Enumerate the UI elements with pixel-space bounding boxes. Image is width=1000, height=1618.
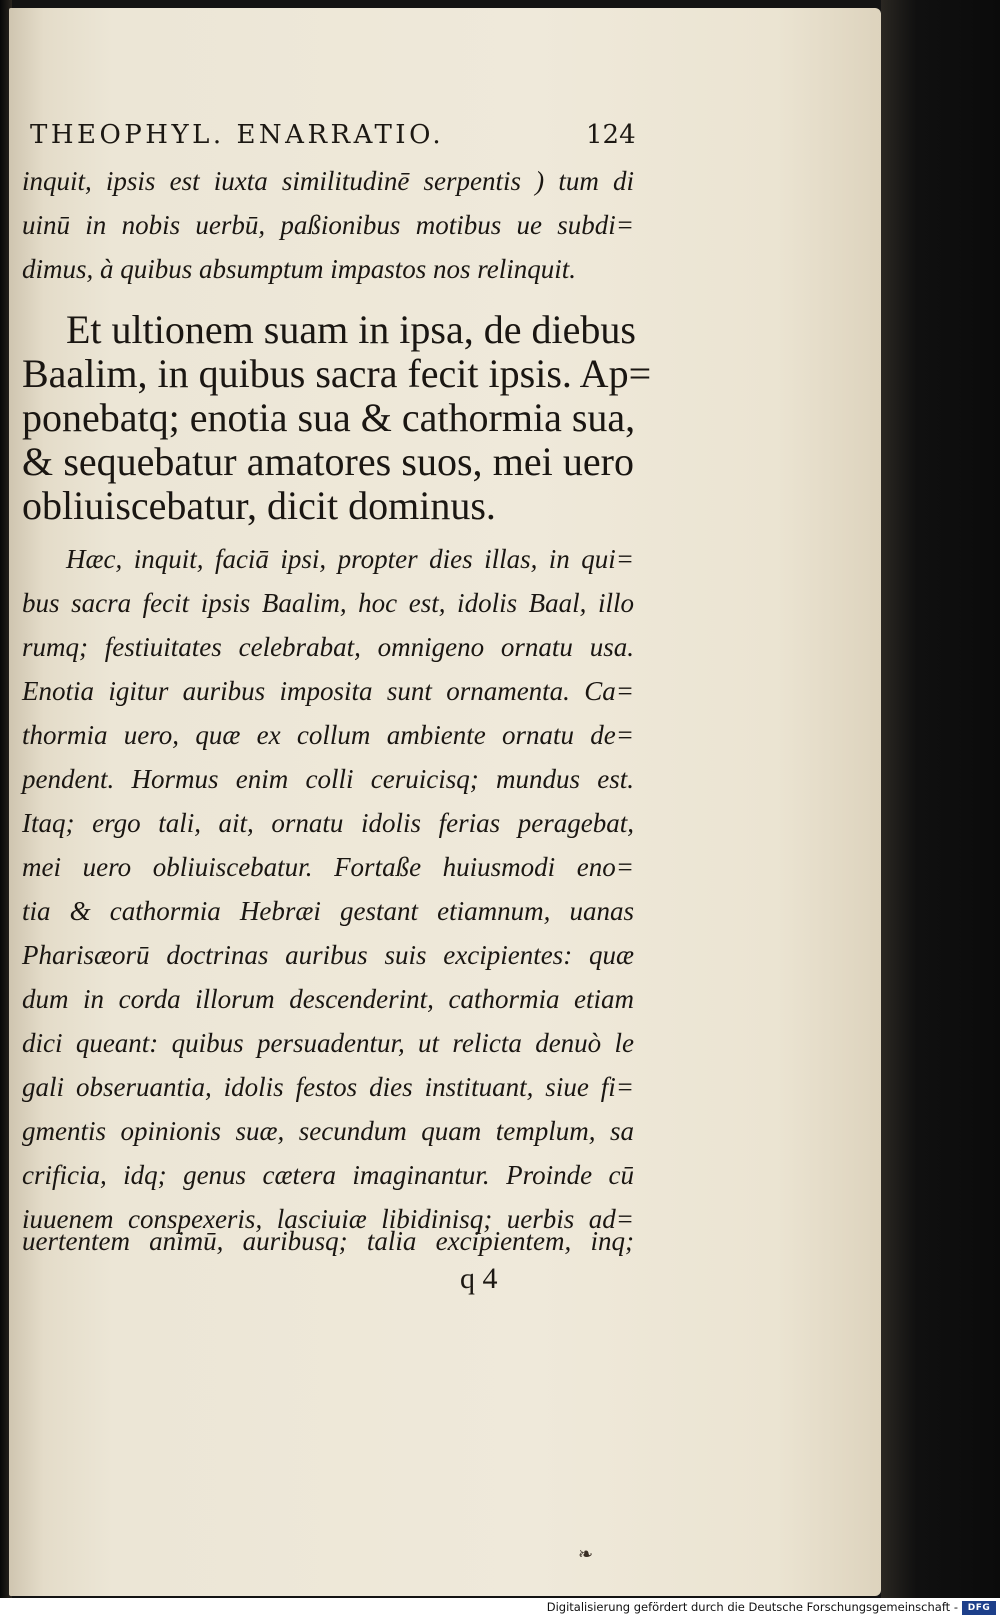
commentary-line: dici queant: quibus persuadentur, ut relicta denuò le <box>22 1028 634 1058</box>
commentary-line: dum in corda illorum descenderint, cathormia etiam <box>22 984 634 1014</box>
commentary-line: uinū in nobis uerbū, paßionibus motibus ue subdi= <box>22 210 634 240</box>
footer-bar <box>0 1598 1000 1618</box>
running-title: THEOPHYL. ENARRATIO. <box>30 120 445 150</box>
ornament-icon: ❧ <box>578 1544 594 1565</box>
commentary-line: thormia uero, quæ ex collum ambiente ornatu de= <box>22 720 634 750</box>
commentary-line: iuuenem conspexeris, lasciuiæ libidinisq; uerbis ad= <box>22 1204 634 1234</box>
commentary-line: tia & cathormia Hebræi gestant etiamnum, uanas <box>22 896 634 926</box>
commentary-line: mei uero obliuiscebatur. Fortaße huiusmodi eno= <box>22 852 634 882</box>
commentary-line: rumq; festiuitates celebrabat, omnigeno ornatu usa. <box>22 632 634 662</box>
scripture-line: ponebatq; enotia sua & cathormia sua, <box>22 395 636 440</box>
signature-mark: q 4 <box>460 1262 498 1295</box>
commentary-line: bus sacra fecit ipsis Baalim, hoc est, idolis Baal, illo <box>22 588 634 618</box>
commentary-line: Itaq; ergo tali, ait, ornatu idolis ferias peragebat, <box>22 808 634 838</box>
folio-number: 124 <box>586 120 636 150</box>
commentary-line: inquit, ipsis est iuxta similitudinē serpentis ) tum di <box>22 166 634 196</box>
dfg-logo: DFG <box>962 1601 996 1615</box>
scripture-line: obliuiscebatur, dicit dominus. <box>22 483 496 528</box>
commentary-line: dimus, à quibus absumptum impastos nos relinquit. <box>22 254 577 284</box>
commentary-line: Hæc, inquit, faciā ipsi, propter dies illas, in qui= <box>66 544 634 574</box>
commentary-line: pendent. Hormus enim colli ceruicisq; mundus est. <box>22 764 634 794</box>
running-header <box>30 120 640 150</box>
commentary-line: gali obseruantia, idolis festos dies instituant, siue fi= <box>22 1072 634 1102</box>
commentary-line: Enotia igitur auribus imposita sunt ornamenta. Ca= <box>22 676 634 706</box>
commentary-line: gmentis opinionis suæ, secundum quam templum, sa <box>22 1116 634 1146</box>
scripture-line: Et ultionem suam in ipsa, de diebus <box>66 307 636 352</box>
scripture-line: & sequebatur amatores suos, mei uero <box>22 439 634 484</box>
scripture-line: Baalim, in quibus sacra fecit ipsis. Ap= <box>22 351 652 396</box>
commentary-line: crificia, idq; genus cætera imaginantur. Proinde cū <box>22 1160 634 1190</box>
commentary-line: uertentem animū, auribusq; talia excipientem, inq; <box>22 1226 634 1256</box>
funding-credit: Digitalisierung gefördert durch die Deutsche Forschungsgemeinschaft - <box>546 1600 958 1614</box>
commentary-line: Pharisæorū doctrinas auribus suis excipientes: quæ <box>22 940 634 970</box>
